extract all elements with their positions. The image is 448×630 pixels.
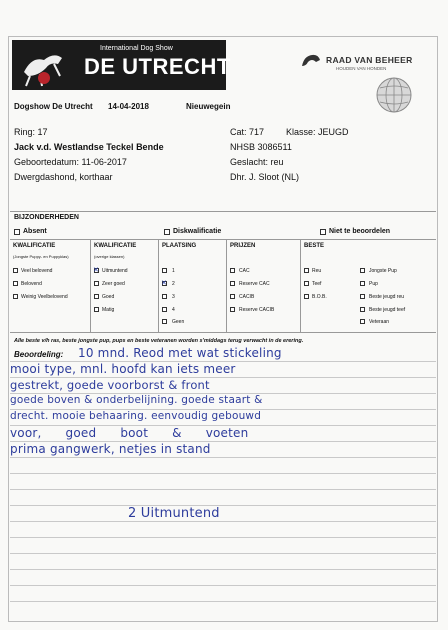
registration-number: NHSB 3086511 [230, 142, 292, 152]
column-divider [90, 239, 91, 332]
ruled-line [10, 553, 436, 554]
kwalificatie-overige-subtitle: (overige klassen) [94, 254, 125, 259]
table-top-border [10, 239, 436, 240]
kwalificatie-option: Veel belovend [21, 268, 53, 274]
niet-beoordeeld-label: Niet te beoordelen [329, 228, 391, 235]
plaatsing-geen-checkbox[interactable] [162, 319, 167, 324]
niet-beoordeeld-checkbox[interactable] [320, 229, 326, 235]
ruled-line [10, 601, 436, 602]
weinig-veelbelovend-checkbox[interactable] [13, 294, 18, 299]
birth-date: Geboortedatum: 11-06-2017 [14, 157, 127, 167]
beste-jeugd-teef-checkbox[interactable] [360, 307, 365, 312]
kwalificatie-option: Uitmuntend [102, 268, 128, 274]
ruled-line [10, 489, 436, 490]
jongste-pup-checkbox[interactable] [360, 268, 365, 273]
kwalificatie-puppy-title: KWALIFICATIE [13, 243, 56, 249]
ruled-line [10, 585, 436, 586]
handwritten-line: mooi type, mnl. hoofd kan iets meer [10, 362, 236, 376]
plaatsing-4-checkbox[interactable] [162, 307, 167, 312]
column-divider [226, 239, 227, 332]
plaatsing-1-checkbox[interactable] [162, 268, 167, 273]
prijzen-title: PRIJZEN [230, 243, 256, 249]
absent-checkbox[interactable] [14, 229, 20, 235]
beste-option: Jongste Pup [369, 268, 397, 274]
show-date: 14-04-2018 [108, 102, 149, 111]
ruled-line [10, 537, 436, 538]
show-name: Dogshow De Utrecht [14, 102, 93, 111]
kwalificatie-puppy-subtitle: (Jongste Puppy- en Puppyklas) [13, 254, 69, 259]
kwalificatie-overige-title: KWALIFICATIE [94, 243, 137, 249]
ring-number: Ring: 17 [14, 127, 48, 137]
matig-checkbox[interactable] [94, 307, 99, 312]
column-divider [300, 239, 301, 332]
beste-option: B.O.B. [312, 294, 327, 300]
prijzen-option: Reserve CACIB [239, 307, 275, 313]
form-frame [8, 36, 438, 622]
prijzen-option: Reserve CAC [239, 281, 270, 287]
show-place: Nieuwegein [186, 102, 231, 111]
pup-checkbox[interactable] [360, 281, 365, 286]
handwritten-verdict: 2 Uitmuntend [128, 506, 220, 521]
handwritten-line: drecht. mooie behaaring. eenvoudig gebouwd [10, 410, 262, 422]
absent-label: Absent [23, 228, 47, 235]
diskwalificatie-checkbox[interactable] [164, 229, 170, 235]
raad-van-beheer-icon [300, 52, 322, 70]
ruled-line [10, 457, 436, 458]
cacib-checkbox[interactable] [230, 294, 235, 299]
kwalificatie-option: Weinig Veelbelovend [21, 294, 68, 300]
bob-checkbox[interactable] [304, 294, 309, 299]
reserve-cac-checkbox[interactable] [230, 281, 235, 286]
prijzen-option: CACIB [239, 294, 255, 300]
dog-silhouette-logo [14, 42, 76, 88]
column-divider [158, 239, 159, 332]
teef-checkbox[interactable] [304, 281, 309, 286]
plaatsing-3-checkbox[interactable] [162, 294, 167, 299]
logo-title: DE UTRECHT [84, 54, 231, 79]
kwalificatie-option: Belovend [21, 281, 42, 287]
handwritten-line: goede boven & onderbelijning. goede staart & [10, 394, 263, 406]
beoordeling-label: Beoordeling: [14, 350, 64, 359]
raad-van-beheer-title: RAAD VAN BEHEER [326, 55, 413, 65]
plaatsing-option: 2 [172, 281, 175, 287]
plaatsing-option: 3 [172, 294, 175, 300]
beste-title: BESTE [304, 243, 325, 249]
kwalificatie-option: Zeer goed [102, 281, 125, 287]
raad-van-beheer-subtitle: HOUDEN VAN HONDEN [336, 66, 387, 71]
ruled-line [10, 521, 436, 522]
plaatsing-option: Geen [172, 319, 185, 325]
handwritten-line: voor, goed boot & voeten [10, 426, 249, 440]
check-mark-icon: ✕ [161, 280, 167, 287]
beste-option: Pup [369, 281, 378, 287]
catalog-number: Cat: 717 [230, 127, 265, 137]
beste-option: Veteraan [369, 319, 390, 325]
kwalificatie-option: Goed [102, 294, 115, 300]
ruled-line [10, 473, 436, 474]
dog-breed: Dwergdashond, korthaar [14, 172, 113, 182]
beste-option: Beste jeugd teef [369, 307, 406, 313]
handwritten-line: 10 mnd. Reod met wat stickeling [78, 346, 282, 360]
prijzen-option: CAC [239, 268, 250, 274]
handwritten-line: gestrekt, goede voorborst & front [10, 378, 210, 392]
veteraan-checkbox[interactable] [360, 319, 365, 324]
plaatsing-option: 1 [172, 268, 175, 274]
handwritten-line: prima gangwerk, netjes in stand [10, 442, 211, 456]
judge-name: Dhr. J. Sloot (NL) [230, 172, 300, 182]
table-bottom-border [10, 332, 436, 333]
reu-checkbox[interactable] [304, 268, 309, 273]
diskwalificatie-label: Diskwalificatie [173, 228, 222, 235]
logo-subtitle: International Dog Show [100, 45, 173, 52]
reserve-cacib-checkbox[interactable] [230, 307, 235, 312]
class-name: Klasse: JEUGD [286, 127, 349, 137]
plaatsing-title: PLAATSING [162, 243, 197, 249]
fci-globe-icon [372, 76, 416, 114]
beste-option: Beste jeugd reu [369, 294, 405, 300]
bijzonderheden-title: BIJZONDERHEDEN [14, 214, 79, 221]
ruled-line [10, 569, 436, 570]
beste-option: Teef [312, 281, 322, 287]
veel-belovend-checkbox[interactable] [13, 268, 18, 273]
beste-option: Reu [312, 268, 322, 274]
cac-checkbox[interactable] [230, 268, 235, 273]
plaatsing-option: 4 [172, 307, 175, 313]
ruled-line [10, 505, 436, 506]
check-mark-icon: ✕ [93, 267, 99, 274]
belovend-checkbox[interactable] [13, 281, 18, 286]
zeer-goed-checkbox[interactable] [94, 281, 99, 286]
goed-checkbox[interactable] [94, 294, 99, 299]
return-note: Alle beste v/h ras, beste jongste pup, pups en beste veteranen worden s'middags terug verwacht in de erering. [14, 338, 304, 344]
divider [10, 211, 436, 212]
kwalificatie-option: Matig [102, 307, 115, 313]
beste-jeugd-reu-checkbox[interactable] [360, 294, 365, 299]
dog-name: Jack v.d. Westlandse Teckel Bende [14, 142, 164, 152]
dog-sex: Geslacht: reu [230, 157, 284, 167]
